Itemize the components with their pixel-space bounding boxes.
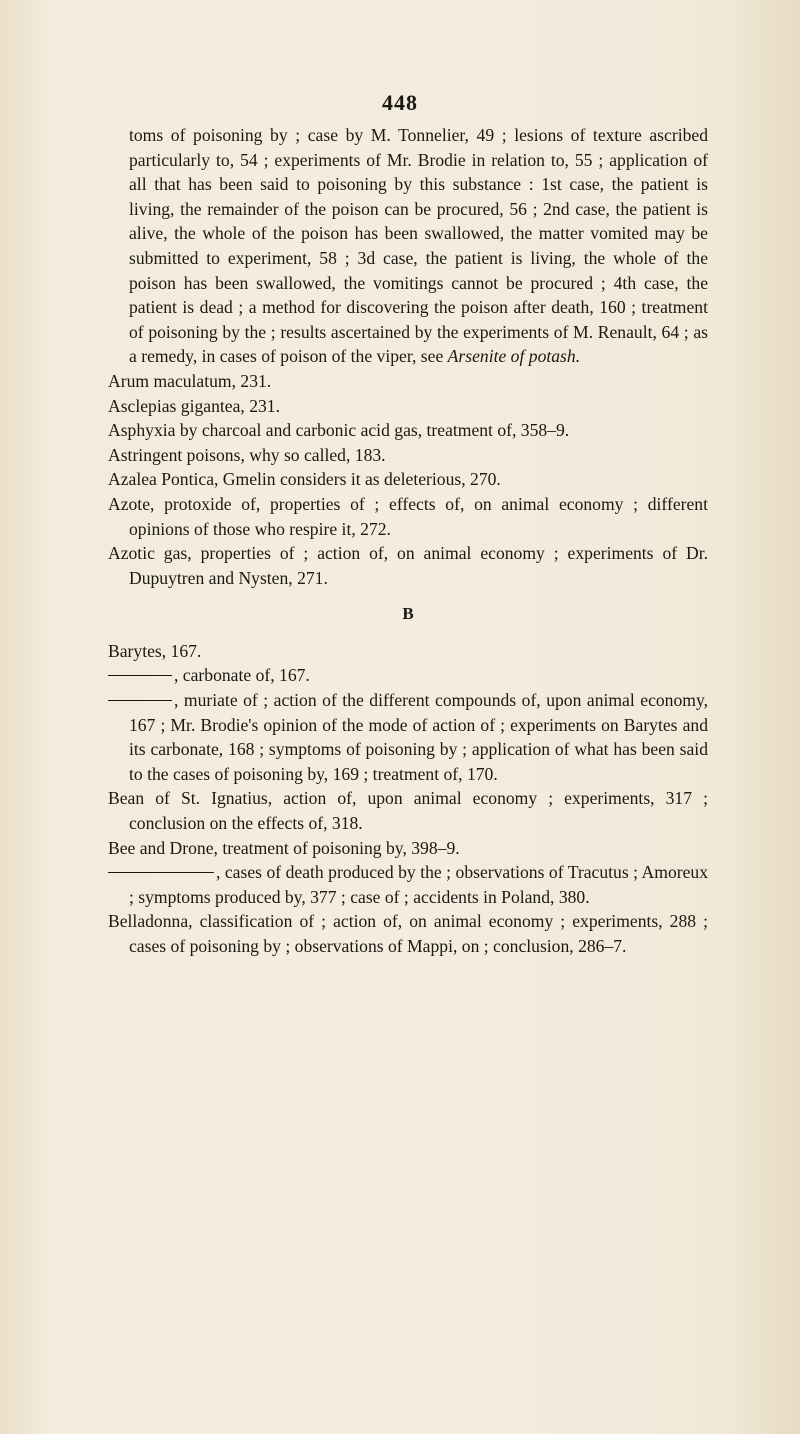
subentry-text: , carbonate of, 167. [174, 665, 310, 686]
index-entry: Astringent poisons, why so called, 183. [108, 444, 386, 465]
subentry-text: , muriate of ; action of the different compounds of, upon animal economy, 167 ; Mr. Brodie's opinion of the mode of action of ; experiments on Barytes and its carbonate, 168 ; symptoms of poisoning by ; application of what has been said to the cases of poisoning by, 169 ; treatment of, 170. [129, 690, 708, 784]
index-entry: Azote, protoxide of, properties of ; effects of, on animal economy ; different opinions of those who respire it, 272. [108, 493, 708, 539]
index-entry: Bean of St. Ignatius, action of, upon animal economy ; experiments, 317 ; conclusion on the effects of, 318. [108, 788, 708, 834]
entry-text: toms of poisoning by ; case by M. Tonnelier, 49 ; lesions of texture ascribed particularly to, 54 ; experiments of Mr. Brodie in relation to, 55 ; application of all that has been said to poisoning by this substance : 1st case, the patient is living, the remainder of the poison can be procured, 56 ; 2nd case, the patient is alive, the whole of the poison has been swallowed, the matter vomited may be submitted to experiment, 58 ; 3d case, the patient is living, the whole of the poison has been swallowed, the vomitings cannot be procured ; 4th case, the patient is dead ; a method for discovering the poison after death, 160 ; treatment of poisoning by the ; results ascertained by the experiments of M. Renault, 64 ; as a remedy, in cases of poison of the viper, see [129, 125, 708, 367]
index-entry: Asphyxia by charcoal and carbonic acid gas, treatment of, 358–9. [108, 420, 570, 441]
index-entry: Belladonna, classification of ; action of, on animal economy ; experiments, 288 ; cases of poisoning by ; observations of Mappi, on ; conclusion, 286–7. [108, 911, 708, 956]
ditto-dash [108, 675, 172, 676]
index-entry: Arum maculatum, 231. [108, 370, 272, 391]
index-text [108, 123, 708, 959]
index-entry-continuation [108, 123, 708, 369]
index-subentry [108, 860, 708, 909]
ditto-dash [108, 872, 214, 873]
index-entry: Asclepias gigantea, 231. [108, 395, 280, 416]
index-subentry [108, 688, 708, 786]
ditto-dash [108, 700, 172, 701]
index-entry: Barytes, 167. [108, 640, 202, 661]
index-entry: Bee and Drone, treatment of poisoning by, 398–9. [108, 837, 460, 858]
section-letter: B [402, 604, 414, 624]
cross-reference: Arsenite of potash. [447, 346, 581, 367]
index-entry: Azotic gas, properties of ; action of, on animal economy ; experiments of Dr. Dupuytren and Nysten, 271. [108, 543, 708, 588]
page-number: 448 [382, 90, 418, 115]
index-entry: Azalea Pontica, Gmelin considers it as deleterious, 270. [108, 469, 501, 490]
index-subentry [108, 663, 708, 688]
subentry-text: , cases of death produced by the ; observations of Tracutus ; Amoreux ; symptoms produced by, 377 ; case of ; accidents in Poland, 380. [129, 862, 708, 907]
